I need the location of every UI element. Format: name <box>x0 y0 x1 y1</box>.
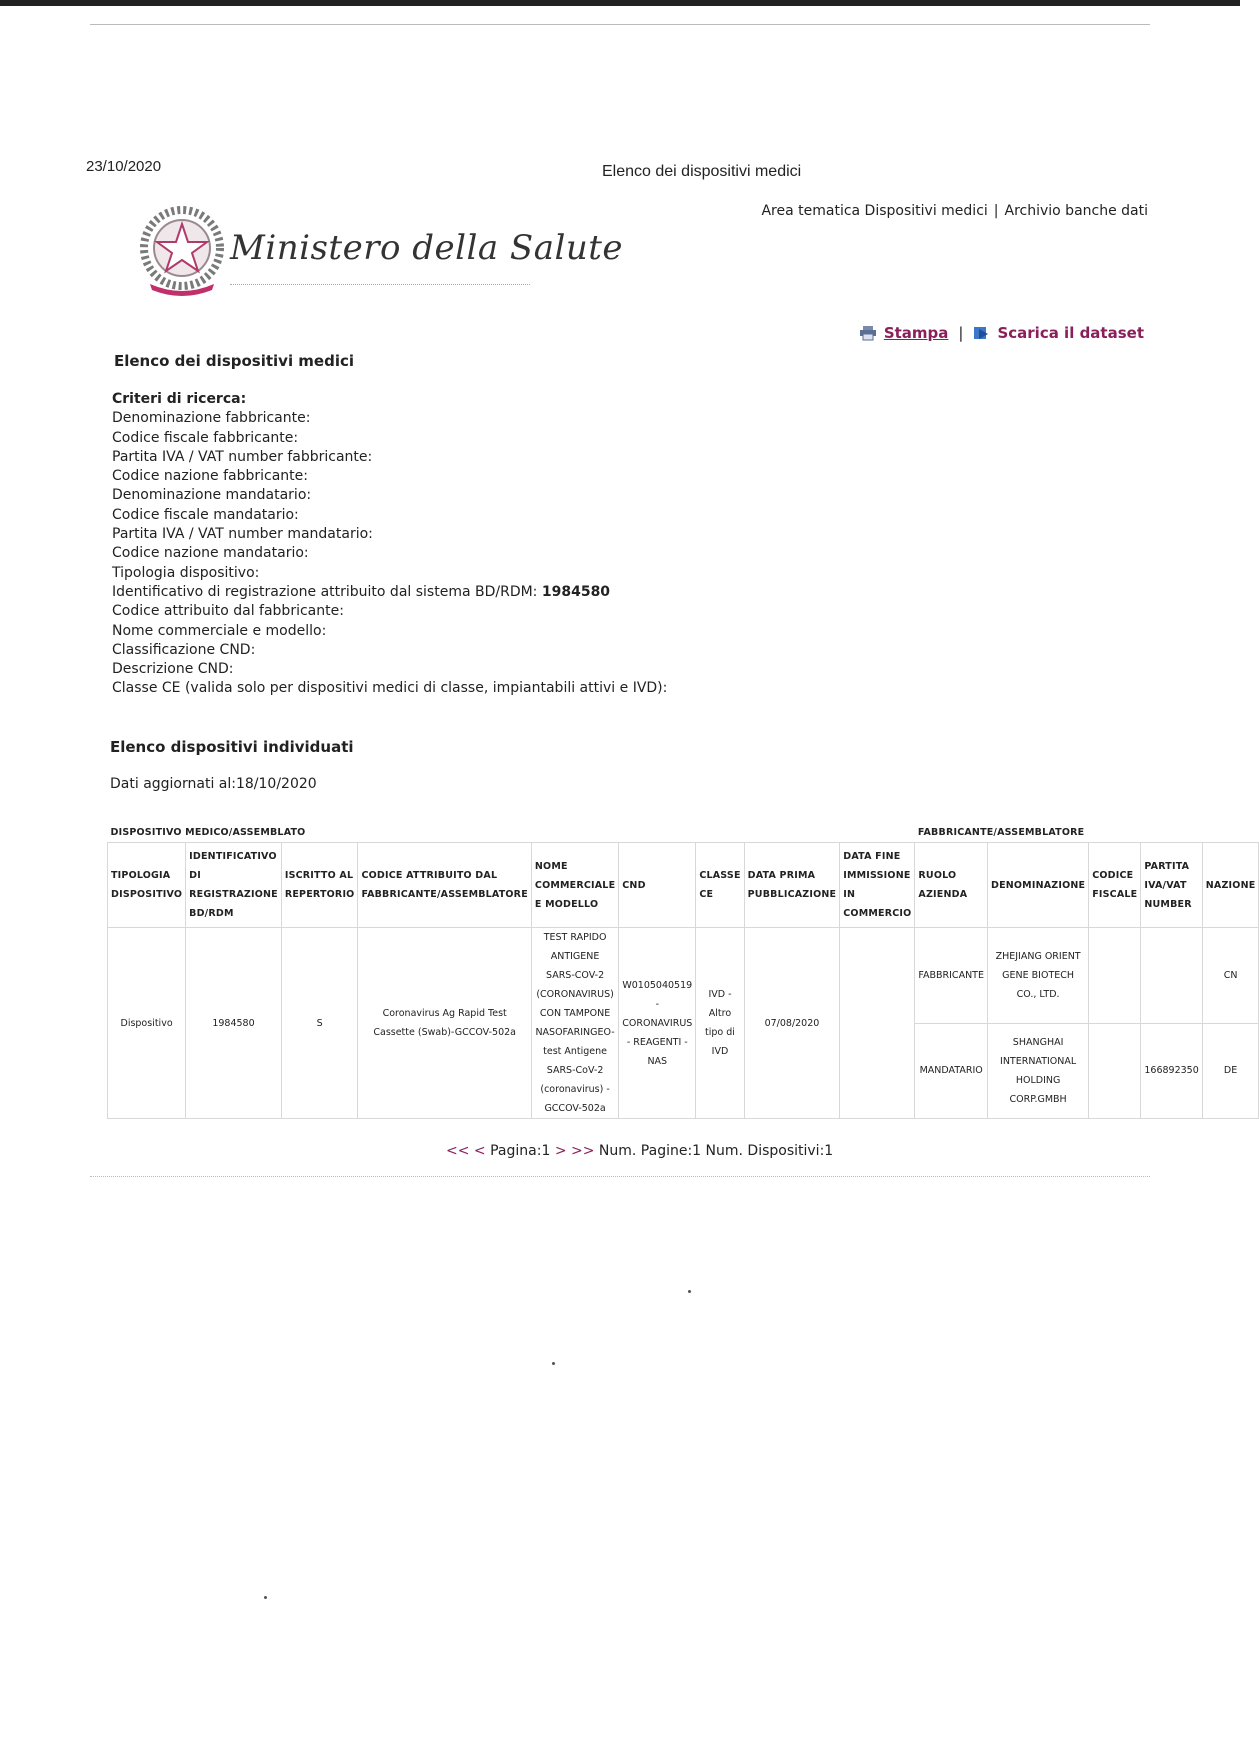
last-page-link[interactable]: >> <box>571 1143 595 1159</box>
group-fabbricante: FABBRICANTE/ASSEMBLATORE <box>917 826 1085 838</box>
cell-denominazione: SHANGHAI INTERNATIONAL HOLDING CORP.GMBH <box>987 1023 1088 1119</box>
top-navigation <box>761 203 1148 219</box>
criteria-row: Codice fiscale mandatario: <box>112 506 299 523</box>
column-header: CODICE FISCALE <box>1089 843 1141 928</box>
page-title: Elenco dei dispositivi medici <box>114 352 355 370</box>
scan-top-edge <box>0 0 1240 6</box>
data-updated: Dati aggiornati al:18/10/2020 <box>110 776 317 792</box>
column-header: CND <box>619 843 696 928</box>
print-date: 23/10/2020 <box>86 158 162 175</box>
column-header: DATA PRIMA PUBBLICAZIONE <box>744 843 840 928</box>
prev-page-link[interactable]: < <box>473 1143 486 1159</box>
column-header: DENOMINAZIONE <box>987 843 1088 928</box>
table-row <box>108 928 1259 1024</box>
pagination <box>446 1143 833 1159</box>
criteria-row: Classe CE (valida solo per dispositivi medici di classe, impiantabili attivi e IVD): <box>112 680 668 697</box>
table-group-header <box>108 822 1259 843</box>
scan-speck <box>688 1290 691 1293</box>
column-header: CLASSE CE <box>696 843 744 928</box>
column-header: IDENTIFICATIVO DI REGISTRAZIONE BD/RDM <box>186 843 282 928</box>
next-page-link[interactable]: > <box>554 1143 567 1159</box>
criteria-row: Identificativo di registrazione attribuito dal sistema BD/RDM: 1984580 <box>112 583 611 600</box>
dataset-icon <box>973 326 989 340</box>
cell-codice-fiscale <box>1089 928 1141 1024</box>
cell-tipologia: Dispositivo <box>108 928 186 1119</box>
scan-speck <box>552 1362 555 1365</box>
cell-codice: Coronavirus Ag Rapid Test Cassette (Swab)-GCCOV-502a <box>358 928 531 1119</box>
cell-nome-commerciale: TEST RAPIDO ANTIGENE SARS-COV-2 (CORONAVIRUS) CON TAMPONE NASOFARINGEO-test Antigene SARS-CoV-2 (coronavirus) - GCCOV-502a <box>531 928 618 1119</box>
cell-ruolo: MANDATARIO <box>915 1023 988 1119</box>
criteria-row: Codice attribuito dal fabbricante: <box>112 603 344 620</box>
actions-separator: | <box>958 324 964 342</box>
group-dispositivo: DISPOSITIVO MEDICO/ASSEMBLATO <box>110 826 306 838</box>
table-header-row <box>108 843 1259 928</box>
column-header: CODICE ATTRIBUITO DAL FABBRICANTE/ASSEMBLATORE <box>358 843 531 928</box>
print-title: Elenco dei dispositivi medici <box>602 163 802 180</box>
scan-speck <box>264 1596 267 1599</box>
cell-data-prima: 07/08/2020 <box>744 928 840 1119</box>
ministry-logo-text: Ministero della Salute <box>230 228 624 268</box>
results-table <box>107 822 1259 1119</box>
printer-icon <box>860 326 876 340</box>
cell-partita-iva <box>1141 928 1202 1024</box>
column-header: DATA FINE IMMISSIONE IN COMMERCIO <box>840 843 915 928</box>
criteria-row: Codice fiscale fabbricante: <box>112 429 299 446</box>
pagination-summary: Num. Pagine:1 Num. Dispositivi:1 <box>598 1143 834 1159</box>
cell-identificativo: 1984580 <box>186 928 282 1119</box>
criteria-row: Codice nazione mandatario: <box>112 545 309 562</box>
footer-rule <box>90 1176 1150 1177</box>
column-header: NAZIONE <box>1202 843 1259 928</box>
column-header: ISCRITTO AL REPERTORIO <box>281 843 358 928</box>
criteria-row: Nome commerciale e modello: <box>112 622 327 639</box>
cell-denominazione: ZHEJIANG ORIENT GENE BIOTECH CO., LTD. <box>987 928 1088 1024</box>
column-header: PARTITA IVA/VAT NUMBER <box>1141 843 1202 928</box>
nav-archivio[interactable]: Archivio banche dati <box>1004 203 1148 219</box>
nav-separator: | <box>993 203 999 219</box>
cell-partita-iva: 166892350 <box>1141 1023 1202 1119</box>
stampa-link[interactable]: Stampa <box>883 324 949 342</box>
nav-area-tematica[interactable]: Area tematica Dispositivi medici <box>761 203 988 219</box>
cell-nazione: DE <box>1202 1023 1259 1119</box>
first-page-link[interactable]: << <box>446 1143 470 1159</box>
logo-underline <box>230 284 530 285</box>
criteria-row: Partita IVA / VAT number mandatario: <box>112 526 373 543</box>
page-actions <box>860 324 1144 342</box>
search-criteria <box>112 390 667 699</box>
cell-data-fine <box>840 928 915 1119</box>
cell-nazione: CN <box>1202 928 1259 1024</box>
criteria-row: Partita IVA / VAT number fabbricante: <box>112 448 373 465</box>
criteria-heading: Criteri di ricerca: <box>112 391 247 407</box>
cell-ruolo: FABBRICANTE <box>915 928 988 1024</box>
header-rule <box>90 24 1150 25</box>
results-title: Elenco dispositivi individuati <box>110 738 354 756</box>
column-header: TIPOLOGIA DISPOSITIVO <box>108 843 186 928</box>
cell-codice-fiscale <box>1089 1023 1141 1119</box>
criteria-row: Classificazione CND: <box>112 641 256 658</box>
cell-iscritto: S <box>281 928 358 1119</box>
criteria-row: Descrizione CND: <box>112 661 234 678</box>
column-header: NOME COMMERCIALE E MODELLO <box>531 843 618 928</box>
current-page: Pagina:1 <box>490 1143 551 1159</box>
cell-classe-ce: IVD - Altro tipo di IVD <box>696 928 744 1119</box>
cell-cnd: W0105040519 - CORONAVIRUS - REAGENTI - NAS <box>619 928 696 1119</box>
criteria-row: Denominazione fabbricante: <box>112 410 311 427</box>
scarica-dataset-link[interactable]: Scarica il dataset <box>997 324 1144 342</box>
column-header: RUOLO AZIENDA <box>915 843 988 928</box>
criteria-row: Tipologia dispositivo: <box>112 564 260 581</box>
republic-emblem-icon <box>132 200 242 300</box>
criteria-row: Denominazione mandatario: <box>112 487 312 504</box>
criteria-row: Codice nazione fabbricante: <box>112 468 308 485</box>
